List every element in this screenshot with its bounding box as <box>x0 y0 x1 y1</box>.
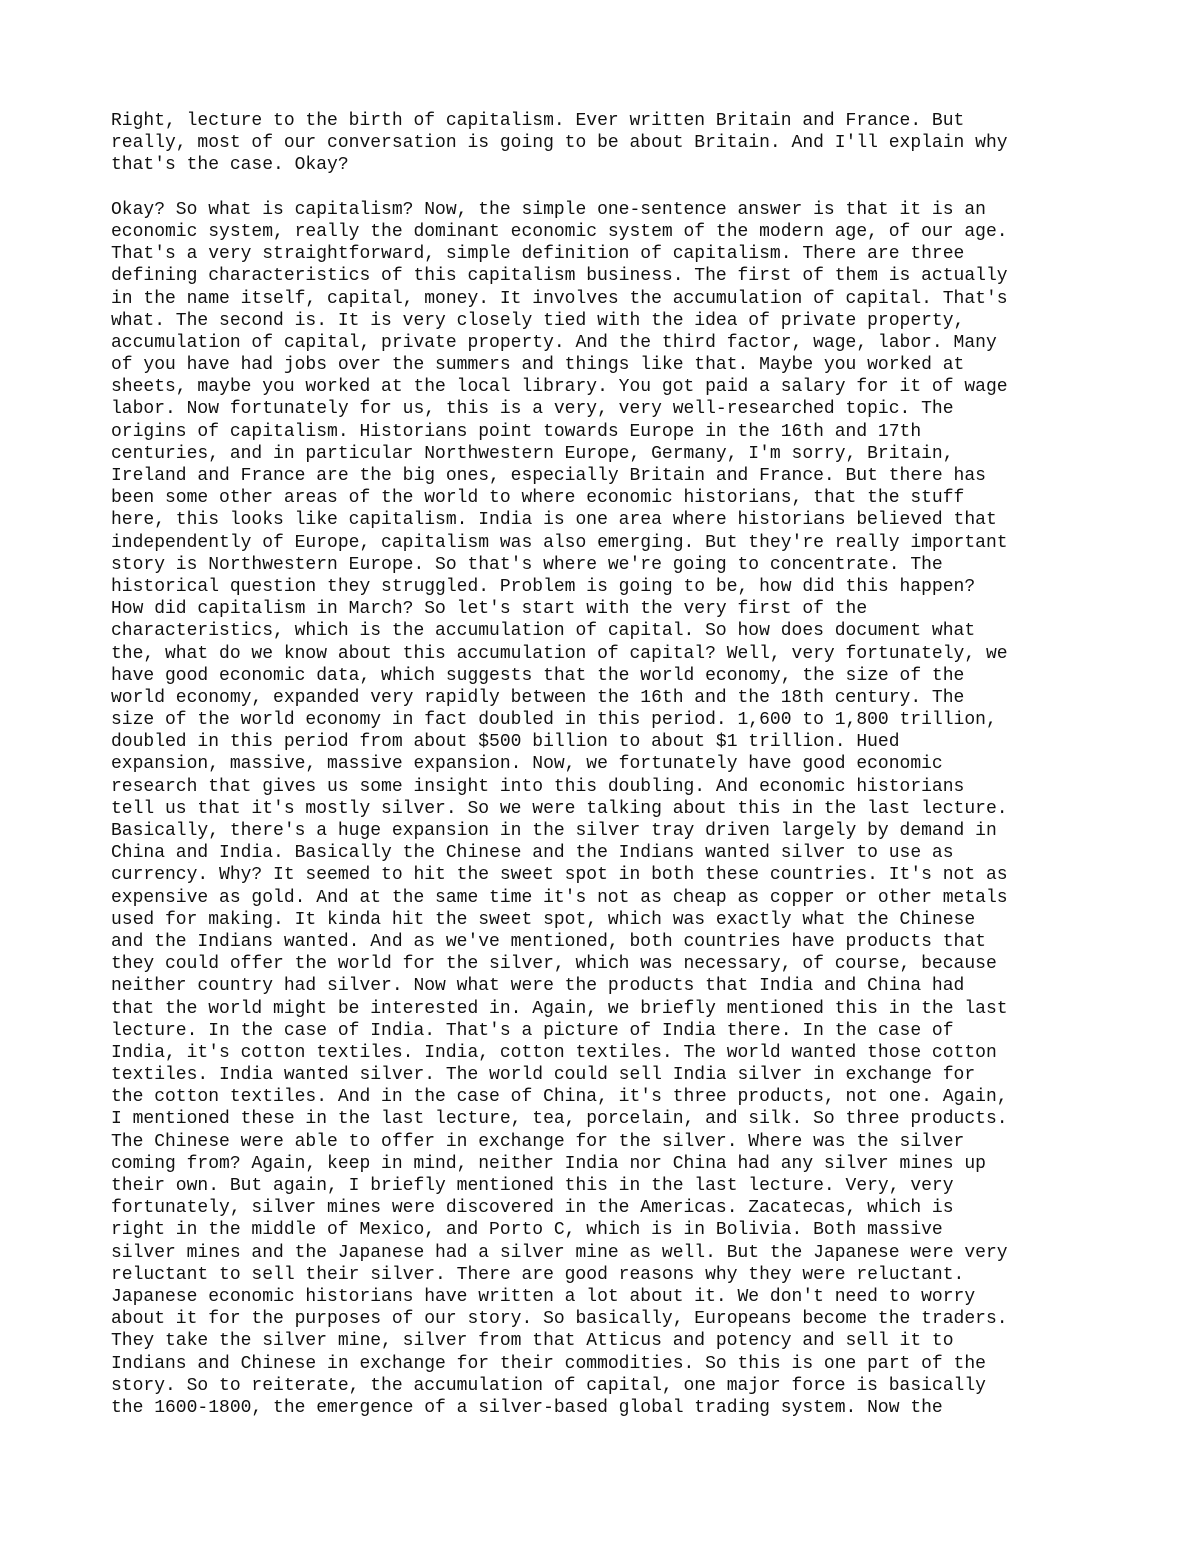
text-line: Indians and Chinese in exchange for their commodities. So this is one part of the <box>111 1353 986 1374</box>
text-line: That's a very straightforward, simple definition of capitalism. There are three <box>111 244 965 265</box>
text-line: that's the case. Okay? <box>111 155 349 176</box>
text-line: story is Northwestern Europe. So that's where we're going to concentrate. The <box>111 554 943 575</box>
text-line: coming from? Again, keep in mind, neither India nor China had any silver mines up <box>111 1153 986 1174</box>
text-line: economic system, really the dominant economic system of the modern age, of our age. <box>111 221 1008 242</box>
text-line: I mentioned these in the last lecture, tea, porcelain, and silk. So three products. <box>111 1109 1008 1130</box>
text-line: in the name itself, capital, money. It involves the accumulation of capital. That's <box>111 288 1008 309</box>
text-line: Japanese economic historians have written a lot about it. We don't need to worry <box>111 1286 976 1307</box>
text-line: labor. Now fortunately for us, this is a very, very well-researched topic. The <box>111 399 954 420</box>
text-line: fortunately, silver mines were discovered in the Americas. Zacatecas, which is <box>111 1198 954 1219</box>
text-line: lecture. In the case of India. That's a picture of India there. In the case of <box>111 1020 954 1041</box>
text-line: Ireland and France are the big ones, especially Britain and France. But there has <box>111 466 986 486</box>
paragraph <box>111 199 1101 1419</box>
text-line: their own. But again, I briefly mentioned this in the last lecture. Very, very <box>111 1176 954 1196</box>
text-line: The Chinese were able to offer in exchange for the silver. Where was the silver <box>111 1131 965 1152</box>
text-line: neither country had silver. Now what were the products that India and China had <box>111 976 965 997</box>
text-line: currency. Why? It seemed to hit the sweet spot in both these countries. It's not as <box>111 865 1008 886</box>
text-line: been some other areas of the world to where economic historians, that the stuff <box>111 488 965 509</box>
text-line: China and India. Basically the Chinese and the Indians wanted silver to use as <box>111 843 954 864</box>
text-line: doubled in this period from about $500 billion to about $1 trillion. Hued <box>111 732 900 753</box>
text-line: that the world might be interested in. Again, we briefly mentioned this in the last <box>111 998 1008 1019</box>
text-line: and the Indians wanted. And as we've mentioned, both countries have products that <box>111 931 986 952</box>
text-line: characteristics, which is the accumulation of capital. So how does document what <box>111 621 976 642</box>
text-line: what. The second is. It is very closely tied with the idea of private property, <box>111 310 965 331</box>
text-line: Right, lecture to the birth of capitalism. Ever written Britain and France. But <box>111 111 965 131</box>
text-line: defining characteristics of this capitalism business. The first of them is actually <box>111 266 1008 287</box>
paragraph-break <box>111 177 1101 199</box>
text-line: research that gives us some insight into this doubling. And economic historians <box>111 776 965 797</box>
transcript-text <box>111 110 1101 1419</box>
text-line: the, what do we know about this accumulation of capital? Well, very fortunately, we <box>111 643 1008 664</box>
text-line: here, this looks like capitalism. India is one area where historians believed that <box>111 510 997 531</box>
text-line: accumulation of capital, private property. And the third factor, wage, labor. Many <box>111 332 997 353</box>
text-line: Basically, there's a huge expansion in the silver tray driven largely by demand in <box>111 821 997 841</box>
text-line: right in the middle of Mexico, and Porto C, which is in Bolivia. Both massive <box>111 1220 943 1241</box>
text-line: expensive as gold. And at the same time it's not as cheap as copper or other metals <box>111 887 1008 908</box>
text-line: independently of Europe, capitalism was also emerging. But they're really important <box>111 532 1008 553</box>
text-line: reluctant to sell their silver. There are good reasons why they were reluctant. <box>111 1264 965 1285</box>
text-line: centuries, and in particular Northwestern Europe, Germany, I'm sorry, Britain, <box>111 443 954 464</box>
text-line: historical question they struggled. Problem is going to be, how did this happen? <box>111 576 976 597</box>
text-line: How did capitalism in March? So let's start with the very first of the <box>111 599 868 620</box>
text-line: world economy, expanded very rapidly between the 16th and the 18th century. The <box>111 687 965 708</box>
text-line: silver mines and the Japanese had a silver mine as well. But the Japanese were very <box>111 1242 1008 1263</box>
text-line: textiles. India wanted silver. The world could sell India silver in exchange for <box>111 1065 976 1086</box>
text-line: expansion, massive, massive expansion. Now, we fortunately have good economic <box>111 754 943 775</box>
text-line: used for making. It kinda hit the sweet spot, which was exactly what the Chinese <box>111 909 976 930</box>
text-line: India, it's cotton textiles. India, cotton textiles. The world wanted those cotton <box>111 1042 997 1063</box>
text-line: really, most of our conversation is going to be about Britain. And I'll explain why <box>111 133 1008 154</box>
text-line: Okay? So what is capitalism? Now, the simple one-sentence answer is that it is an <box>111 199 986 220</box>
text-line: sheets, maybe you worked at the local library. You got paid a salary for it of wage <box>111 377 1008 398</box>
text-line: size of the world economy in fact doubled in this period. 1,600 to 1,800 trillion, <box>111 710 997 731</box>
text-line: tell us that it's mostly silver. So we were talking about this in the last lecture. <box>111 798 1008 819</box>
text-line: the 1600-1800, the emergence of a silver-based global trading system. Now the <box>111 1397 943 1418</box>
text-line: the cotton textiles. And in the case of China, it's three products, not one. Again, <box>111 1087 1008 1108</box>
text-line: origins of capitalism. Historians point towards Europe in the 16th and 17th <box>111 421 922 442</box>
text-line: They take the silver mine, silver from that Atticus and potency and sell it to <box>111 1331 954 1352</box>
text-line: have good economic data, which suggests that the world economy, the size of the <box>111 665 965 686</box>
text-line: they could offer the world for the silver, which was necessary, of course, because <box>111 954 997 975</box>
text-line: story. So to reiterate, the accumulation of capital, one major force is basically <box>111 1375 986 1396</box>
text-line: of you have had jobs over the summers and things like that. Maybe you worked at <box>111 355 965 376</box>
text-line: about it for the purposes of our story. So basically, Europeans become the traders. <box>111 1309 1008 1330</box>
paragraph <box>111 110 1101 177</box>
